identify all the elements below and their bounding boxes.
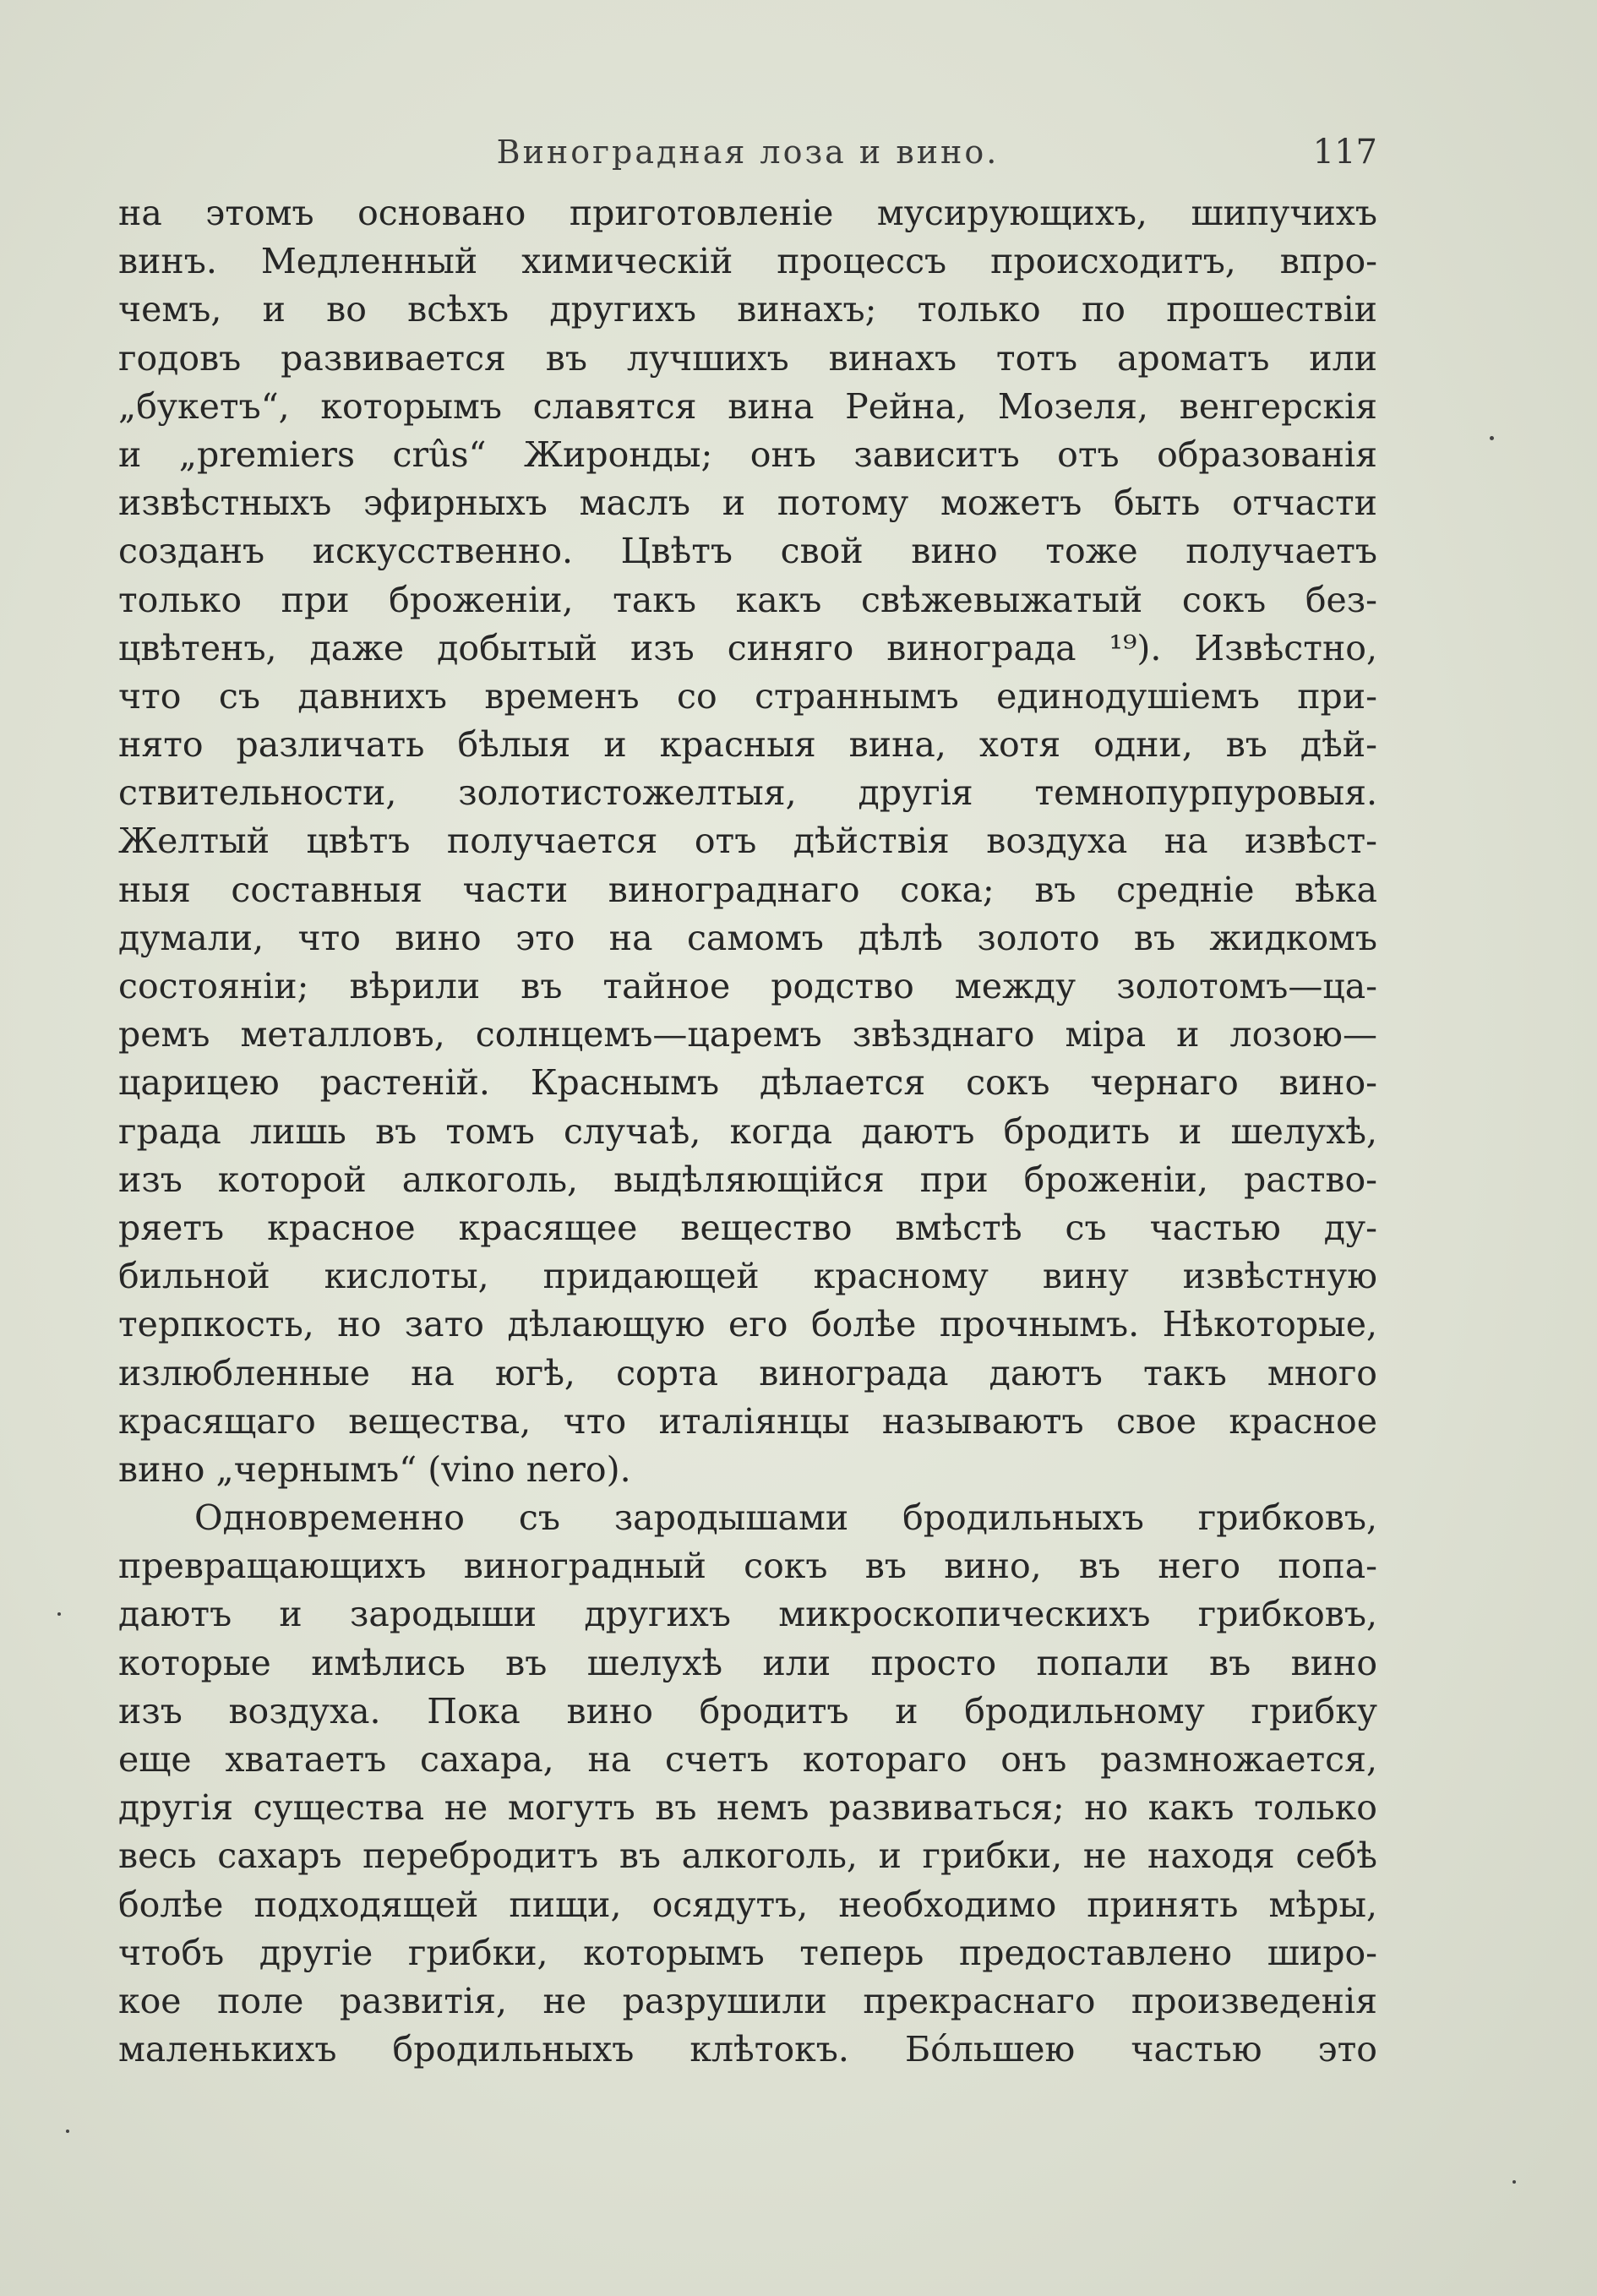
text-line: на этомъ основано приготовленіе мусирующихъ, шипучихъ [118,193,1377,233]
text-line: вино „чернымъ“ (vino nero). [118,1448,631,1490]
text-line: нято различать бѣлыя и красныя вина, хотя одни, въ дѣй- [118,724,1377,766]
text-line: даютъ и зародыши другихъ микроскопическихъ грибковъ, [118,1594,1377,1635]
ink-speck [66,2130,69,2133]
ink-speck [1513,2180,1516,2184]
text-line: превращающихъ виноградный сокъ въ вино, въ него попа- [118,1546,1377,1587]
text-line: весь сахаръ перебродитъ въ алкоголь, и грибки, не находя себѣ [118,1835,1377,1877]
text-line: созданъ искусственно. Цвѣтъ свой вино тоже получаетъ [118,531,1377,572]
running-title: Виноградная лоза и вино. [496,134,1000,171]
text-line: и „premiers crûs“ Жиронды; онъ зависитъ отъ образованія [118,434,1377,475]
text-line: Желтый цвѣтъ получается отъ дѣйствія воздуха на извѣст- [118,821,1377,862]
body-text [118,189,1377,2074]
text-line: царицею растеній. Краснымъ дѣлается сокъ чернаго вино- [118,1062,1377,1104]
text-line: чтобъ другіе грибки, которымъ теперь предоставлено широ- [118,1932,1377,1973]
text-line: маленькихъ бродильныхъ клѣтокъ. Бо́льшею частью это [118,2029,1377,2070]
text-line: бильной кислоты, придающей красному вину извѣстную [118,1256,1377,1297]
text-line: Одновременно съ зародышами бродильныхъ грибковъ, [194,1497,1377,1539]
running-head [118,127,1377,177]
text-line: годовъ развивается въ лучшихъ винахъ тотъ ароматъ или [118,337,1377,379]
text-line: состояніи; вѣрили въ тайное родство между золотомъ—ца- [118,966,1377,1006]
text-line: ствительности, золотистожелтыя, другія темнопурпуровыя. [118,772,1377,814]
text-line: думали, что вино это на самомъ дѣлѣ золото въ жидкомъ [118,917,1377,958]
text-line: града лишь въ томъ случаѣ, когда даютъ бродить и шелухѣ, [118,1110,1377,1152]
text-line: ныя составныя части винограднаго сока; въ средніе вѣка [118,869,1377,910]
text-line: другія существа не могутъ въ немъ развиваться; но какъ только [118,1787,1377,1829]
text-line: только при броженіи, такъ какъ свѣжевыжатый сокъ без- [118,579,1377,620]
text-line: еще хватаетъ сахара, на счетъ котораго онъ размножается, [118,1739,1377,1780]
text-line: кое поле развитія, не разрушили прекраснаго произведенія [118,1980,1377,2021]
text-line: красящаго вещества, что италіянцы называютъ свое красное [118,1400,1377,1442]
text-line: ряетъ красное красящее вещество вмѣстѣ съ частью ду- [118,1207,1377,1248]
text-line: изъ воздуха. Пока вино бродитъ и бродильному грибку [118,1690,1377,1732]
text-line: изъ которой алкоголь, выдѣляющійся при броженіи, раство- [118,1159,1377,1200]
text-line: „букетъ“, которымъ славятся вина Рейна, Мозеля, венгерскія [118,385,1377,427]
text-line: излюбленные на югѣ, сорта винограда даютъ такъ много [118,1352,1377,1393]
text-line: цвѣтенъ, даже добытый изъ синяго винограда ¹⁹). Извѣстно, [118,627,1377,668]
ink-speck [57,1612,61,1616]
text-line: чемъ, и во всѣхъ другихъ винахъ; только по прошествіи [118,289,1377,330]
text-line: болѣе подходящей пищи, осядутъ, необходимо принять мѣры, [118,1884,1377,1925]
text-line: извѣстныхъ эфирныхъ маслъ и потому можетъ быть отчасти [118,483,1377,524]
text-line: терпкость, но зато дѣлающую его болѣе прочнымъ. Нѣкоторые, [118,1304,1377,1345]
ink-speck [1490,436,1494,440]
text-line: которые имѣлись въ шелухѣ или просто попали въ вино [118,1642,1377,1683]
text-line: ремъ металловъ, солнцемъ—царемъ звѣзднаго міра и лозою— [118,1014,1377,1055]
text-line: винъ. Медленный химическій процессъ происходитъ, впро- [118,241,1377,282]
page-number: 117 [1312,133,1377,172]
text-line: что съ давнихъ временъ со страннымъ единодушіемъ при- [118,675,1377,717]
